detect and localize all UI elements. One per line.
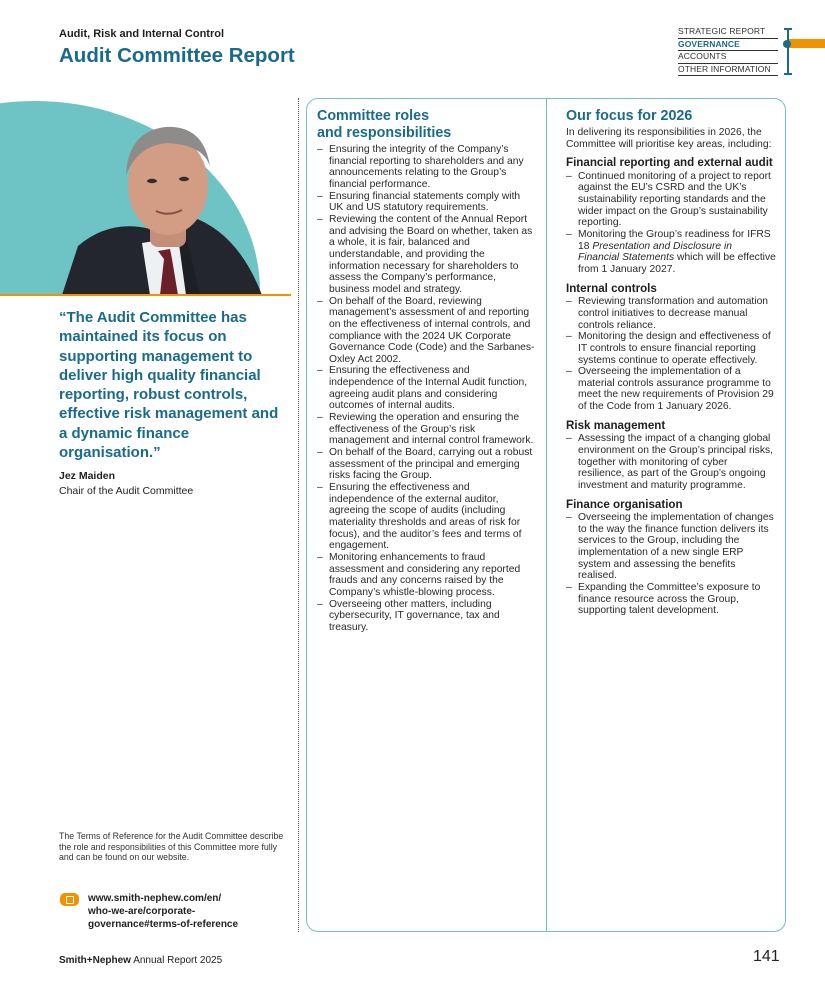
nav-governance[interactable]: GOVERNANCE <box>678 39 778 52</box>
person-illustration <box>0 101 290 295</box>
quote-author: Jez Maiden <box>59 470 116 482</box>
focus-list <box>566 433 776 491</box>
list-item: – On behalf of the Board, reviewing management’s assessment of and reporting on the effectiveness of internal controls, and compliance with the 2024 UK Corporate Governance Code (Code) and the Sarbanes-Oxley Act 2002. <box>317 296 537 366</box>
list-item: – Assessing the impact of a changing global environment on the Group’s principal risks, together with monitoring of cyber resilience, as part of the Group’s ongoing investment and maturity programme. <box>566 433 776 491</box>
link-line: who-we-are/corporate- <box>88 906 196 917</box>
roles-column <box>317 108 537 634</box>
nav-track <box>787 28 789 74</box>
nav-other-information[interactable]: OTHER INFORMATION <box>678 64 778 77</box>
focus-section-title: Risk management <box>566 418 666 432</box>
list-item: – Overseeing the implementation of changes to the way the finance function delivers its services to the Group, including the implementation of a new single ERP system and assessing the benefits realised. <box>566 512 776 582</box>
external-link-icon <box>60 893 79 906</box>
list-item: – Monitoring enhancements to fraud assessment and considering any reported frauds and any concerns raised by the Company’s whistle-blowing process. <box>317 552 537 599</box>
list-item: – Overseeing other matters, including cybersecurity, IT governance, tax and treasury. <box>317 599 537 634</box>
chair-portrait <box>0 101 290 295</box>
list-item: – Reviewing the content of the Annual Report and advising the Board on whether, taken as a whole, it is fair, balanced and understandable, and providing the information necessary for shareholders to assess the Company’s performance, business model and strategy. <box>317 214 537 296</box>
focus-heading: Our focus for 2026 <box>566 108 693 124</box>
terms-of-reference-link[interactable] <box>88 892 288 931</box>
column-divider <box>298 98 299 932</box>
list-item: – Reviewing transformation and automation control initiatives to decrease manual controls reliance. <box>566 296 776 331</box>
focus-list <box>566 512 776 617</box>
roles-heading <box>317 108 537 142</box>
link-line: governance#terms-of-reference <box>88 919 239 930</box>
roles-list <box>317 144 537 634</box>
roles-heading-line: and responsibilities <box>317 125 452 141</box>
list-item: – Continued monitoring of a project to report against the EU’s CSRD and the UK’s sustainability reporting standards and the wider impact on the Group’s sustainability reporting. <box>566 171 776 229</box>
nav-accounts[interactable]: ACCOUNTS <box>678 51 778 64</box>
roles-heading-line: Committee roles <box>317 108 430 124</box>
list-item: – On behalf of the Board, carrying out a robust assessment of the principal and emerging risks facing the Group. <box>317 447 537 482</box>
nav-tick <box>784 73 792 75</box>
chair-quote: “The Audit Committee has maintained its focus on supporting management to deliver high quality financial reporting, robust controls, effective risk management and a dynamic finance organisation.” <box>59 309 279 462</box>
focus-section-title: Finance organisation <box>566 497 683 511</box>
footer-brand <box>59 955 222 966</box>
nav-active-bar <box>789 39 825 48</box>
list-item: – Ensuring the integrity of the Company’s financial reporting to shareholders and any announcements relating to the Group’s financial performance. <box>317 144 537 191</box>
list-item: – Ensuring the effectiveness and independence of the Internal Audit function, agreeing audit plans and considering outcomes of internal audits. <box>317 365 537 412</box>
focus-column <box>566 108 776 617</box>
nav-tick <box>784 28 792 30</box>
list-item: – Expanding the Committee’s exposure to finance resource across the Group, supporting talent development. <box>566 582 776 617</box>
portrait-underline <box>0 294 291 296</box>
nav-active-dot <box>783 40 791 48</box>
page-title: Audit Committee Report <box>59 44 295 67</box>
nav-strategic-report[interactable]: STRATEGIC REPORT <box>678 26 778 39</box>
report-name: Annual Report 2025 <box>133 955 223 966</box>
panel-split <box>546 99 547 931</box>
section-label: Audit, Risk and Internal Control <box>59 28 225 40</box>
list-item: – Monitoring the design and effectiveness of IT controls to ensure financial reporting systems continue to operate effectively. <box>566 331 776 366</box>
focus-section-title: Financial reporting and external audit <box>566 156 773 170</box>
focus-section-title: Internal controls <box>566 281 657 295</box>
section-nav <box>678 26 778 76</box>
page-number: 141 <box>753 948 780 965</box>
link-line: www.smith-nephew.com/en/ <box>88 893 222 904</box>
list-item: – Monitoring the Group’s readiness for IFRS 18 Presentation and Disclosure in Financial Statements which will be effective from 1 January 2027. <box>566 229 776 276</box>
focus-list <box>566 296 776 413</box>
list-item: – Ensuring financial statements comply with UK and US statutory requirements. <box>317 191 537 214</box>
focus-intro: In delivering its responsibilities in 2026, the Committee will prioritise key areas, including: <box>566 127 772 150</box>
brand-name: Smith+Nephew <box>59 955 131 966</box>
list-item: – Ensuring the effectiveness and independence of the external auditor, agreeing the scope of audits (including materiality thresholds and areas of risk for focus), and the auditor’s fees and terms of engagement. <box>317 482 537 552</box>
focus-list <box>566 171 776 276</box>
list-item: – Overseeing the implementation of a material controls assurance programme to meet the new requirements of Provision 29 of the Code from 1 January 2026. <box>566 366 776 413</box>
quote-author-role: Chair of the Audit Committee <box>59 485 194 497</box>
terms-of-reference-note: The Terms of Reference for the Audit Committee describe the role and responsibilities of this Committee more fully and can be found on our website. <box>59 831 284 862</box>
list-item: – Reviewing the operation and ensuring the effectiveness of the Group’s risk management and internal control framework. <box>317 412 537 447</box>
